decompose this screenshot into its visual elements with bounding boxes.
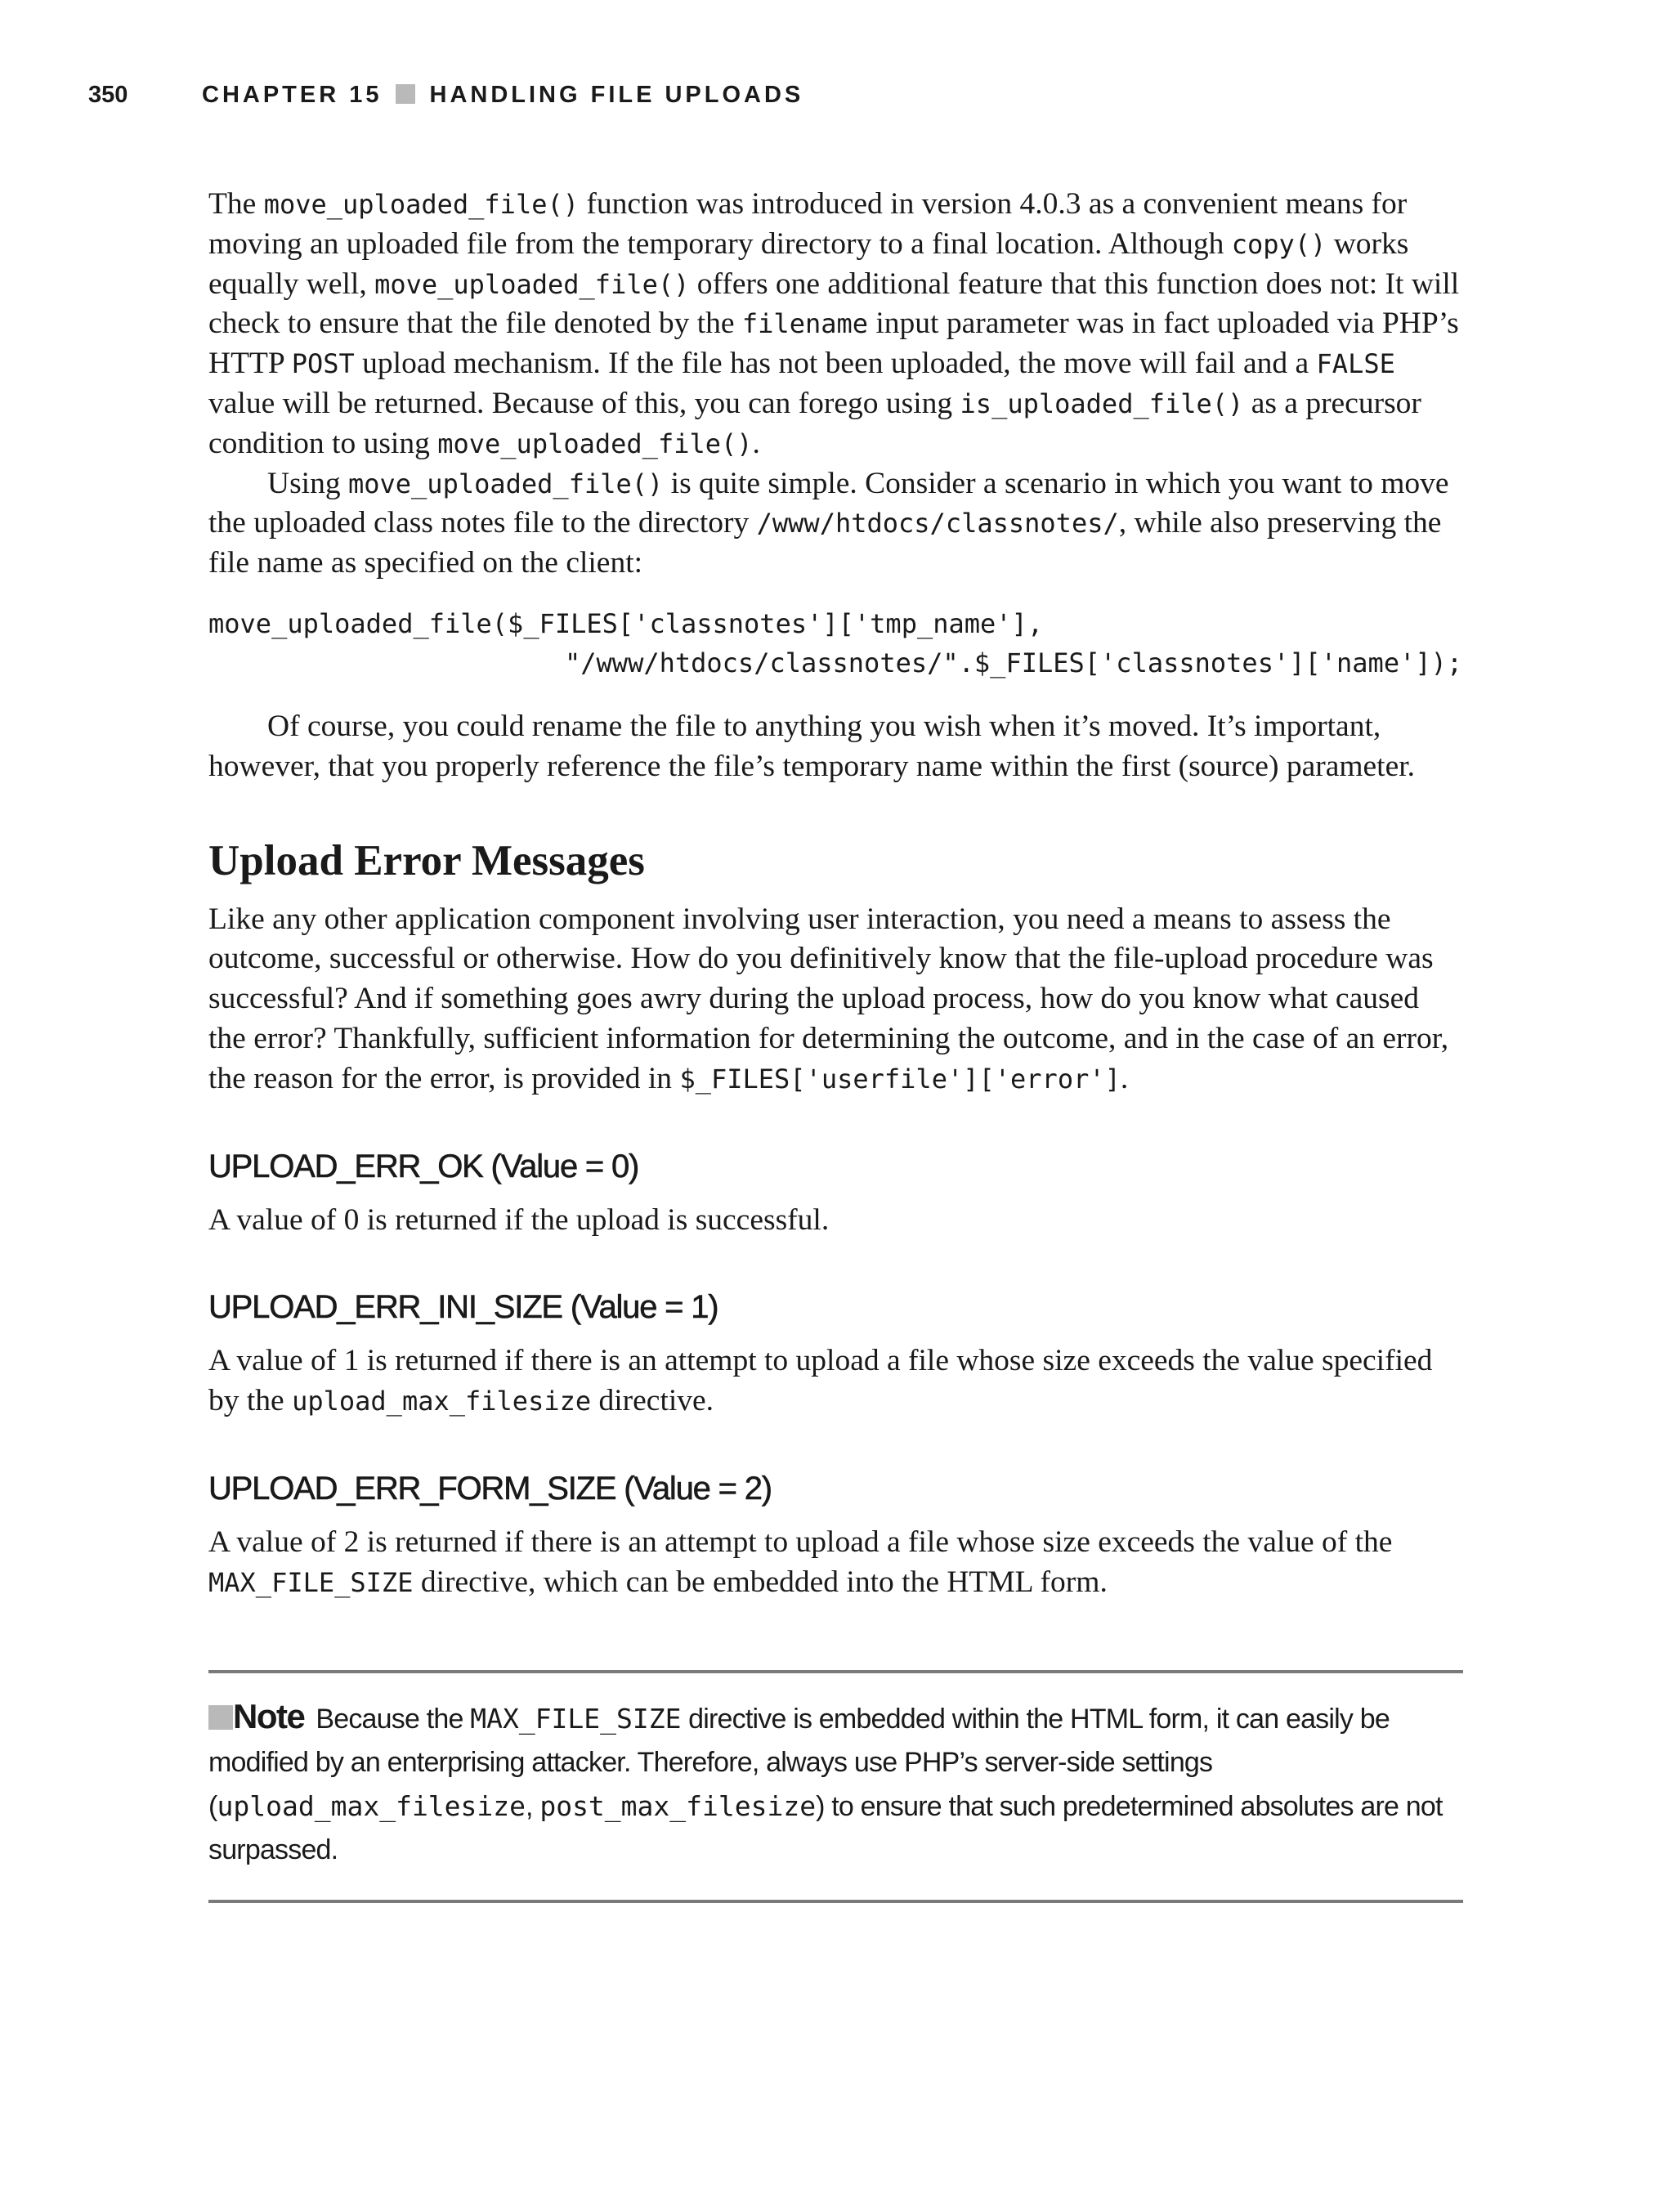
inline-code: MAX_FILE_SIZE	[208, 1566, 414, 1598]
text-run: upload mechanism. If the file has not been uploaded, the move will fail and a	[354, 347, 1317, 381]
text-run: A value of 1 is returned if there is an attempt to upload a file whose size exceeds the value specified by the	[208, 1344, 1433, 1418]
text-run: .	[1120, 1061, 1129, 1095]
section-heading: Upload Error Messages	[208, 836, 645, 884]
text-run: function was introduced in version 4.0.3 as a convenient means for moving an uploaded file from the temporary directory to a final location. Although	[208, 187, 1408, 261]
square-bullet-icon	[208, 1705, 233, 1730]
paragraph-rename-note: Of course, you could rename the file to anything you wish when it’s moved. It’s important, however, that you properly reference the file’s temporary name within the first (source) parameter.	[208, 709, 1416, 783]
inline-code: is_uploaded_file()	[960, 387, 1244, 419]
error-description-ini-size	[208, 1341, 1463, 1422]
inline-code: POST	[291, 348, 355, 380]
text-run: input parameter was in fact uploaded via PHP’s HTTP	[208, 307, 1459, 381]
paragraph-section-intro	[208, 900, 1463, 1099]
text-run: works equally well,	[208, 226, 1409, 301]
paragraph-usage-scenario	[208, 464, 1463, 584]
square-bullet-icon	[396, 84, 415, 104]
text-run: directive, which can be embedded into the HTML form.	[413, 1565, 1108, 1599]
paragraph-move-uploaded-file-intro	[208, 185, 1463, 464]
text-run: value will be returned. Because of this, you can forego using	[208, 386, 960, 420]
chapter-label: CHAPTER 15	[202, 82, 383, 108]
text-run: Using	[267, 466, 348, 500]
note-box	[208, 1670, 1463, 1903]
inline-code: move_uploaded_file()	[347, 468, 664, 499]
error-description-form-size	[208, 1523, 1463, 1603]
error-heading-ini-size: UPLOAD_ERR_INI_SIZE (Value = 1)	[208, 1289, 718, 1326]
text-run: A value of 2 is returned if there is an attempt to upload a file whose size exceeds the value of the	[208, 1525, 1393, 1559]
text-run: offers one additional feature that this function does not: It will check to ensure that the file denoted by the	[208, 266, 1460, 341]
inline-code: filename	[741, 308, 869, 340]
error-description-ok: A value of 0 is returned if the upload is successful.	[208, 1202, 830, 1237]
text-run: ) to ensure that such predetermined absolutes are not surpassed.	[208, 1790, 1443, 1865]
page-body	[208, 185, 1463, 1903]
text-run: as a precursor condition to using	[208, 386, 1421, 460]
text-run: Because the	[316, 1703, 471, 1735]
error-heading-form-size: UPLOAD_ERR_FORM_SIZE (Value = 2)	[208, 1470, 772, 1507]
inline-code: /www/htdocs/classnotes/	[756, 508, 1119, 540]
inline-code: FALSE	[1316, 348, 1395, 380]
note-label: Note	[233, 1696, 305, 1735]
text-run: ,	[526, 1790, 540, 1822]
inline-code: move_uploaded_file()	[437, 428, 753, 459]
running-head	[88, 82, 803, 109]
text-run: The	[208, 187, 264, 221]
inline-code: $_FILES['userfile']['error']	[679, 1063, 1121, 1095]
inline-code: move_uploaded_file()	[374, 268, 690, 300]
text-run: is quite simple. Consider a scenario in which you want to move the uploaded class notes file to the directory	[208, 466, 1449, 540]
inline-code: post_max_filesize	[539, 1789, 817, 1822]
text-run: directive is embedded within the HTML form, it can easily be modified by an enterprising attacker. Therefore, always use PHP’s server-side settings (	[208, 1703, 1390, 1822]
inline-code: upload_max_filesize	[217, 1789, 526, 1822]
inline-code: MAX_FILE_SIZE	[470, 1702, 682, 1735]
text-run: Like any other application component involving user interaction, you need a means to assess the outcome, successful or otherwise. How do you definitively know that the file-upload procedure was successful? And if something goes awry during the upload process, how do you know what caused the error? Thankfully, sufficient information for determining the outcome, and in the case of an error, the reason for the error, is provided in	[208, 902, 1449, 1095]
inline-code: move_uploaded_file()	[263, 189, 579, 220]
chapter-title: HANDLING FILE UPLOADS	[429, 82, 804, 108]
error-heading-ok: UPLOAD_ERR_OK (Value = 0)	[208, 1148, 639, 1184]
code-line-1: move_uploaded_file($_FILES['classnotes']['tmp_name'],	[208, 607, 1044, 639]
text-run: , while also preserving the file name as specified on the client:	[208, 506, 1442, 580]
text-run: directive.	[591, 1384, 714, 1418]
text-run: .	[752, 426, 760, 460]
inline-code: upload_max_filesize	[292, 1386, 592, 1417]
page-number: 350	[88, 82, 128, 108]
inline-code: copy()	[1231, 228, 1327, 260]
code-line-2: "/www/htdocs/classnotes/".$_FILES['classnotes']['name']);	[565, 647, 1463, 678]
